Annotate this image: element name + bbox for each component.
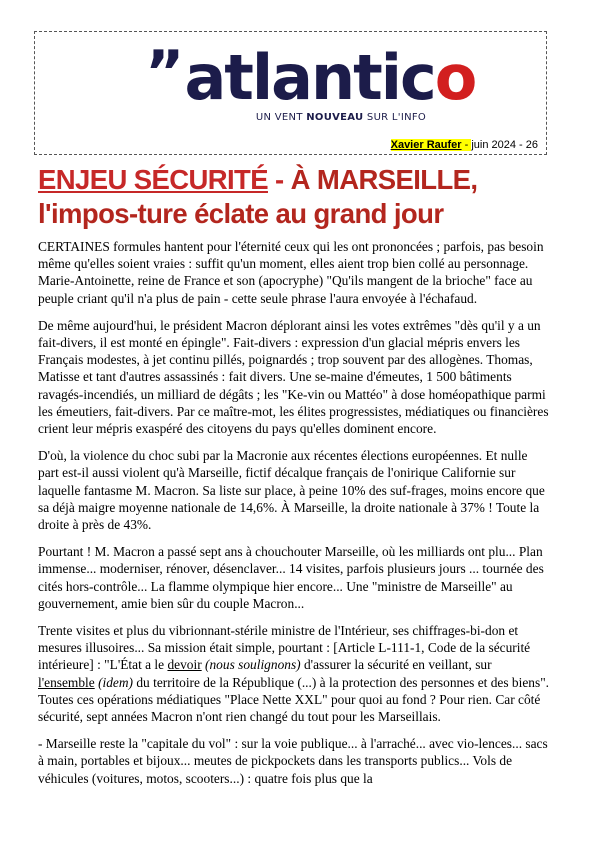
article-body	[38, 238, 550, 797]
paragraph: De même aujourd'hui, le président Macron déplorant ainsi les votes extrêmes "dès qu'il y a un fait-divers, il est monté en épingle". Fait-divers : expression d'un glacial mépris envers les Français modestes, à jet continu pillés, poignardés ; trop souvent par des allogènes. Thomas, Matisse et tant d'autres assassinés : fait divers. Une se-maine d'émeutes, 1 500 bâtiments ravagés-incendiés, un milliard de dégâts ; les "Ke-vin ou Mattéo" à dose homéopathique parmi les émeutiers, fait-divers. Par ce maître-mot, les élites progressistes, médiatiques ou financières crient leur mépris exaspéré des citoyens du pays qu'elles dominent encore.	[38, 317, 549, 437]
paragraph: D'où, la violence du choc subi par la Macronie aux récentes élections européennes. Et nulle part est-il aussi violent qu'à Marseille, fictif décalque français de l'onirique Californie sur laquelle fantasme M. Macron. Sa liste sur place, à peine 10% des suf-frages, moins encore que sa déjà maigre moyenne nationale de 14,6%. À Marseille, la droite nationale à 37% ! Toute la droite à près de 43%.	[38, 448, 545, 533]
atlantico-logo: ”atlantico	[145, 38, 476, 114]
author-name: Xavier Raufer	[390, 139, 462, 151]
byline: Xavier Raufer - juin 2024 - 26	[390, 139, 538, 151]
paragraph: Pourtant ! M. Macron a passé sept ans à chouchouter Marseille, où les milliards ont plu... Plan immense... moderniser, rénover, désenclaver... 14 visites, parfois plusieurs jours ... tournée des cités hors-contrôle... La flamme olympique hier encore... Une "ministre de Marseille" au gouvernement, amie bien sûr du couple Macron...	[38, 544, 544, 611]
article-title: ENJEU SÉCURITÉ - À MARSEILLE, l'impos-ture éclate au grand jour	[38, 164, 478, 229]
title-kicker: ENJEU SÉCURITÉ	[38, 164, 268, 195]
title-main: À MARSEILLE, l'impos-ture éclate au grand jour	[38, 164, 478, 229]
paragraph: Trente visites et plus du vibrionnant-stérile ministre de l'Intérieur, ses chiffrages-bi-don et mesures illusoires... Sa mission était simple, pourtant : [Article L-111-1, Code de la sécurité intérieure] : "L'État a le devoir (nous soulignons) d'assurer la sécurité en veillant, sur l'ensemble (idem) du territoire de la République (...) à la protection des personnes et des biens". Toutes ces opérations médiatiques "Place Nette XXL" pour quoi au fond ? Pour rien. Car côté sécurité, sept années Macron n'ont rien changé du tout pour les Marseillais.	[38, 623, 550, 725]
tagline: UN VENT NOUVEAU SUR L'INFO	[255, 112, 427, 123]
paragraph: CERTAINES formules hantent pour l'éternité ceux qui les ont prononcées ; parfois, pas besoin même qu'elles soient vraies : suffit qu'un moment, elles aient trop bien collé au personnage. Marie-Antoinette, reine de France et son (apocryphe) "Qu'ils mangent de la brioche" face au peuple criant qu'il n'a plus de pain - cette seule phrase l'aura envoyée à l'échafaud.	[38, 239, 544, 306]
masthead	[34, 31, 547, 155]
publication-date: juin 2024 - 26	[471, 139, 538, 151]
paragraph: - Marseille reste la "capitale du vol" : sur la voie publique... à l'arraché... avec vio-lences... sacs à main, portables et bijoux... meutes de pickpockets dans les transports publics... Vols de véhicules (voitures, motos, scooters...) : quatre fois plus que la	[38, 736, 548, 786]
